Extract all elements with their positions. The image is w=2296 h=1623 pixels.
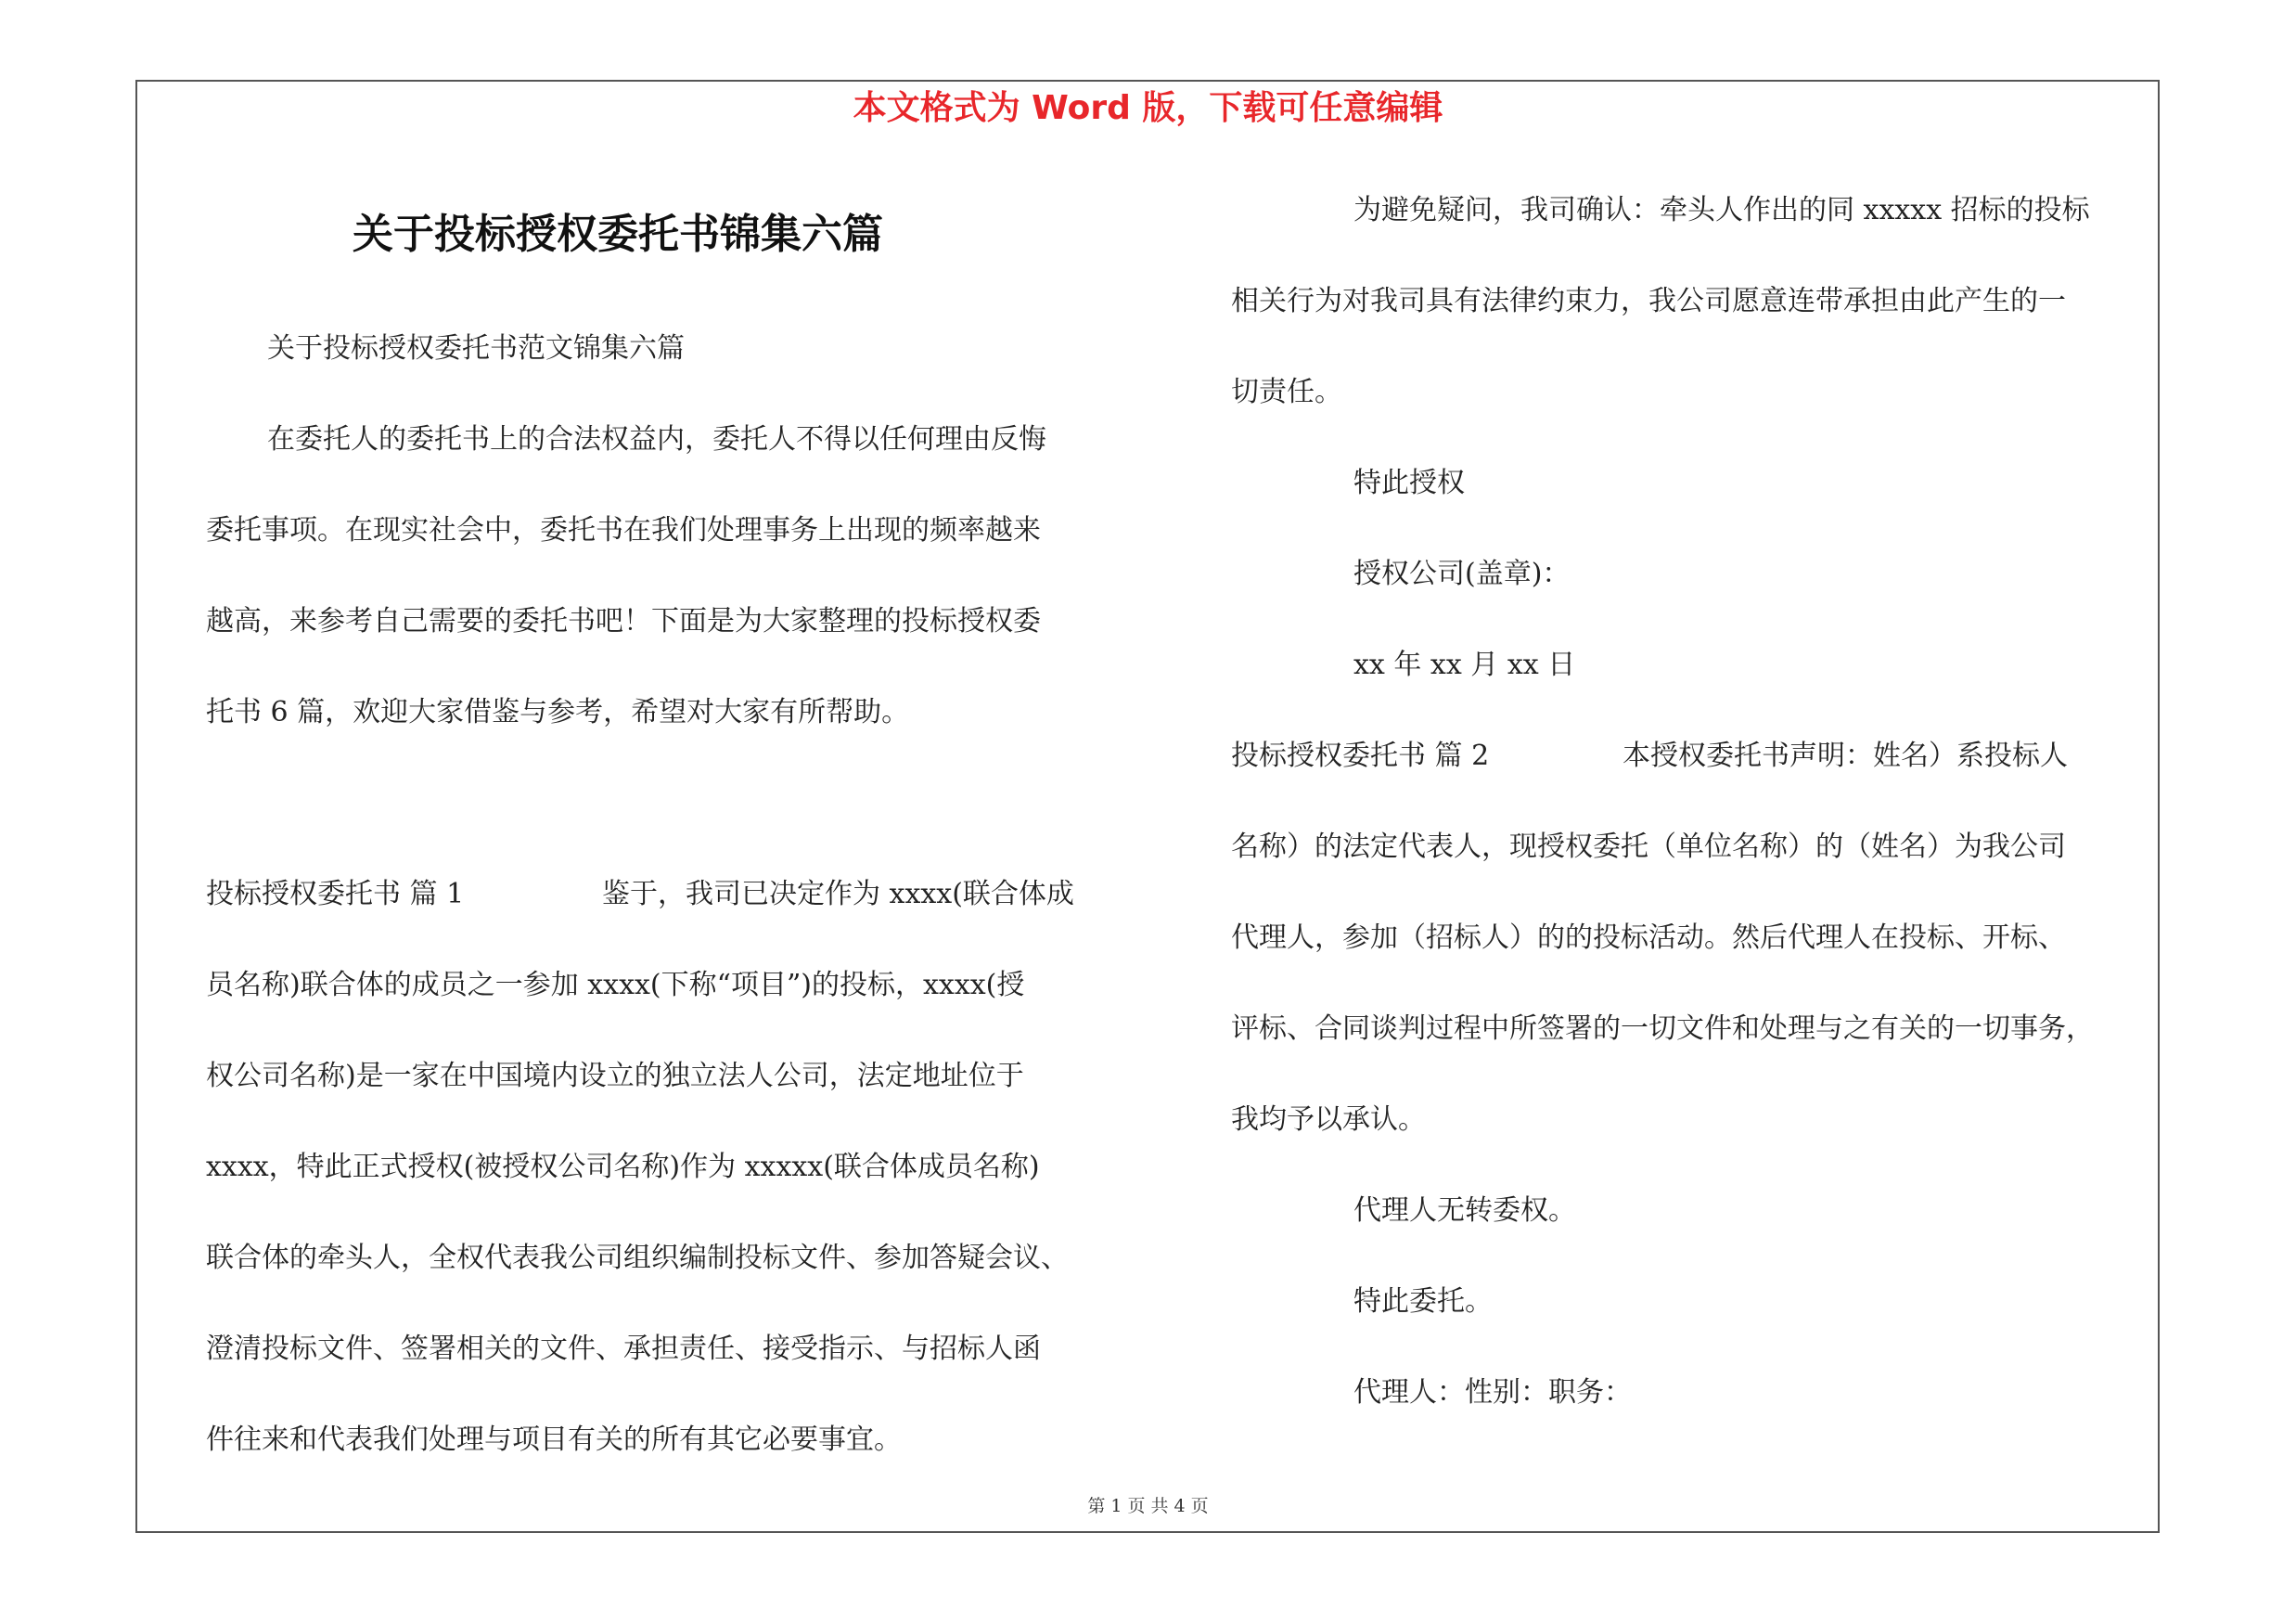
intro-line: 托书 6 篇，欢迎大家借鉴与参考，希望对大家有所帮助。 bbox=[206, 696, 910, 728]
part2-line: 代理人，参加（招标人）的的投标活动。然后代理人在投标、开标、 bbox=[1231, 921, 2066, 954]
clarification-line: 为避免疑问，我司确认：牵头人作出的同 xxxxx 招标的投标 bbox=[1353, 194, 2090, 226]
part1-heading: 投标授权委托书 篇 1 bbox=[206, 878, 465, 910]
agent-line: 代理人：性别：职务： bbox=[1353, 1376, 1632, 1409]
part2-line: 我均予以承认。 bbox=[1231, 1103, 1426, 1136]
part1-line: xxxx，特此正式授权(被授权公司名称)作为 xxxxx(联合体成员名称) bbox=[206, 1151, 1040, 1183]
part1-heading-line bbox=[206, 849, 1134, 940]
intro-line: 在委托人的委托书上的合法权益内，委托人不得以任何理由反悔 bbox=[267, 423, 1046, 456]
left-column bbox=[206, 303, 1134, 1486]
part1-line: 权公司名称)是一家在中国境内设立的独立法人公司，法定地址位于 bbox=[206, 1060, 1024, 1092]
subtitle: 关于投标授权委托书范文锦集六篇 bbox=[267, 332, 685, 365]
document-title: 关于投标授权委托书锦集六篇 bbox=[353, 211, 883, 258]
intro-line: 委托事项。在现实社会中，委托书在我们处理事务上出现的频率越来 bbox=[206, 514, 1041, 547]
right-column bbox=[1231, 165, 2168, 1438]
entrust-line: 特此委托。 bbox=[1353, 1285, 1493, 1318]
part2-first-line: 本授权委托书声明：姓名）系投标人 bbox=[1623, 740, 2068, 772]
intro-line: 越高，来参考自己需要的委托书吧！下面是为大家整理的投标授权委 bbox=[206, 605, 1041, 638]
spacer bbox=[206, 758, 1134, 849]
format-banner: 本文格式为 Word 版，下载可任意编辑 bbox=[853, 89, 1443, 127]
part1-line: 澄清投标文件、签署相关的文件、承担责任、接受指示、与招标人函 bbox=[206, 1333, 1041, 1365]
part2-line: 评标、合同谈判过程中所签署的一切文件和处理与之有关的一切事务， bbox=[1231, 1012, 2094, 1045]
authorizing-company: 授权公司(盖章)： bbox=[1353, 558, 1571, 590]
part2-line: 名称）的法定代表人，现授权委托（单位名称）的（姓名）为我公司 bbox=[1231, 831, 2066, 863]
date-line: xx 年 xx 月 xx 日 bbox=[1353, 649, 1576, 681]
part1-line: 件往来和代表我们处理与项目有关的所有其它必要事宜。 bbox=[206, 1423, 902, 1456]
part1-first-line: 鉴于，我司已决定作为 xxxx(联合体成 bbox=[602, 878, 1074, 910]
special-authorization: 特此授权 bbox=[1353, 467, 1465, 499]
part1-line: 员名称)联合体的成员之一参加 xxxx(下称“项目”)的投标，xxxx(授 bbox=[206, 969, 1025, 1001]
part1-line: 联合体的牵头人，全权代表我公司组织编制投标文件、参加答疑会议、 bbox=[206, 1242, 1069, 1274]
clarification-line: 切责任。 bbox=[1231, 376, 1342, 408]
page-number: 第 1 页 共 4 页 bbox=[1087, 1496, 1209, 1516]
part2-heading: 投标授权委托书 篇 2 bbox=[1231, 740, 1490, 772]
part2-heading-line bbox=[1231, 711, 2168, 802]
no-transfer-line: 代理人无转委权。 bbox=[1353, 1194, 1576, 1227]
clarification-line: 相关行为对我司具有法律约束力，我公司愿意连带承担由此产生的一 bbox=[1231, 285, 2066, 317]
